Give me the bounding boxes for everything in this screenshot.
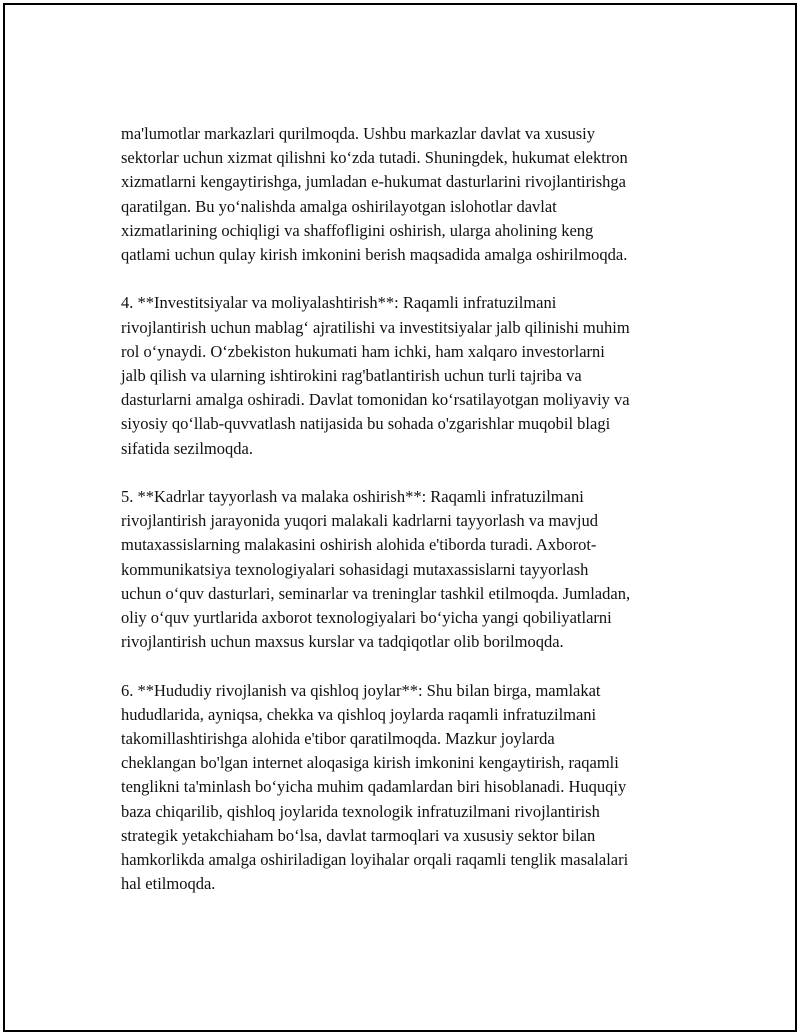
text-line: qaratilgan. Bu yo‘nalishda amalga oshirilayotgan islohotlar davlat: [121, 196, 557, 216]
text-line: oliy o‘quv yurtlarida axborot texnologiyalari bo‘yicha yangi qobiliyatlarni: [121, 608, 612, 628]
text-line: strategik yetakchiaham bo‘lsa, davlat tarmoqlari va xususiy sektor bilan: [121, 825, 596, 845]
text-line: sifatida sezilmoqda.: [121, 438, 253, 458]
text-line: rivojlantirish uchun maxsus kurslar va tadqiqotlar olib borilmoqda.: [121, 632, 564, 652]
text-line: rol o‘ynaydi. O‘zbekiston hukumati ham ichki, ham xalqaro investorlarni: [121, 341, 605, 361]
text-line: xizmatlarining ochiqligi va shaffofligini oshirish, ularga aholining keng: [121, 220, 594, 240]
text-line: rivojlantirish jarayonida yuqori malakali kadrlarni tayyorlash va mavjud: [121, 511, 598, 531]
text-line: qatlami uchun qulay kirish imkonini berish maqsadida amalga oshirilmoqda.: [121, 245, 628, 265]
text-line: uchun o‘quv dasturlari, seminarlar va treninglar tashkil etilmoqda. Jumladan,: [121, 583, 631, 603]
text-line: 5. **Kadrlar tayyorlash va malaka oshirish**: Raqamli infratuzilmani: [121, 487, 584, 507]
text-line: dasturlarni amalga oshiradi. Davlat tomonidan ko‘rsatilayotgan moliyaviy va: [121, 390, 630, 410]
document-body: [121, 122, 691, 921]
text-line: ma'lumotlar markazlari qurilmoqda. Ushbu markazlar davlat va xususiy: [121, 124, 595, 143]
text-line: baza chiqarilib, qishloq joylarida texnologik infratuzilmani rivojlantirish: [121, 801, 600, 821]
text-line: mutaxassislarning malakasini oshirish alohida e'tiborda turadi. Axborot-: [121, 535, 597, 555]
text-line: kommunikatsiya texnologiyalari sohasidagi mutaxassislarni tayyorlash: [121, 559, 589, 579]
paragraph-intro: [121, 122, 691, 267]
text-line: jalb qilish va ularning ishtirokini rag'batlantirish uchun turli tajriba va: [121, 366, 582, 386]
paragraph-investments: [121, 291, 691, 460]
paragraph-regional: [121, 679, 691, 897]
text-line: sektorlar uchun xizmat qilishni ko‘zda tutadi. Shuningdek, hukumat elektron: [121, 148, 628, 168]
text-line: hal etilmoqda.: [121, 874, 216, 894]
text-line: hududlarida, ayniqsa, chekka va qishloq joylarda raqamli infratuzilmani: [121, 704, 597, 724]
text-line: hamkorlikda amalga oshiriladigan loyihalar orqali raqamli tenglik masalalari: [121, 850, 629, 870]
text-line: cheklangan bo'lgan internet aloqasiga kirish imkonini kengaytirish, raqamli: [121, 753, 619, 773]
text-line: 4. **Investitsiyalar va moliyalashtirish**: Raqamli infratuzilmani: [121, 293, 557, 313]
text-line: tenglikni ta'minlash bo‘yicha muhim qadamlardan biri hisoblanadi. Huquqiy: [121, 777, 627, 797]
text-line: siyosiy qo‘llab-quvvatlash natijasida bu sohada o'zgarishlar muqobil blagi: [121, 414, 611, 434]
text-line: 6. **Hududiy rivojlanish va qishloq joylar**: Shu bilan birga, mamlakat: [121, 680, 601, 700]
text-line: takomillashtirishga alohida e'tibor qaratilmoqda. Mazkur joylarda: [121, 729, 555, 749]
paragraph-personnel: [121, 485, 691, 654]
text-line: xizmatlarni kengaytirishga, jumladan e-hukumat dasturlarini rivojlantirishga: [121, 172, 626, 192]
text-line: rivojlantirish uchun mablag‘ ajratilishi va investitsiyalar jalb qilinishi muhim: [121, 317, 630, 337]
page-frame: [3, 3, 797, 1032]
